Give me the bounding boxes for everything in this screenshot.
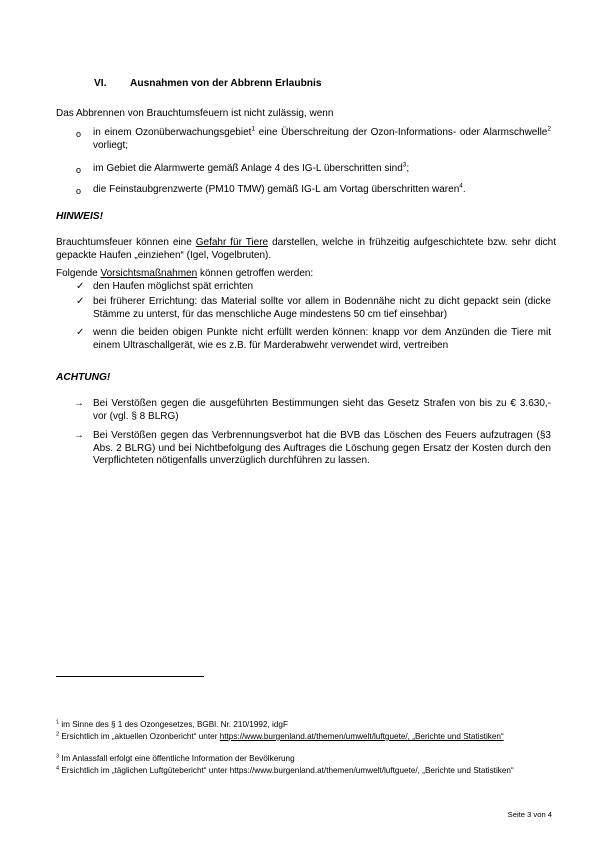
measures-intro: Folgende Vorsichtsmaßnahmen können getroffen werden: — [56, 268, 314, 279]
checkmark-icon: ✓ — [76, 327, 85, 338]
circle-bullet-icon: o — [76, 186, 82, 196]
ozonbericht-link[interactable]: https://www.burgenland.at/themen/umwelt/luftguete/, „Berichte und Statistiken“ — [219, 732, 504, 741]
arrow-right-icon: → — [74, 430, 84, 441]
checkmark-icon: ✓ — [76, 281, 85, 292]
section-number: VI. — [94, 78, 107, 89]
condition-item: in einem Ozonüberwachungsgebiet$^1$ eine Überschreitung der Ozon-Informations- oder Alarmschwelle$^2$ vorliegt; — [93, 125, 551, 151]
footnote-separator — [56, 676, 204, 677]
footnote-4: $^4$ Ersichtlich im „täglichen Luftgütebericht“ unter https://www.burgenland.at/themen/umwelt/luftguete/, „Berichte und Statistiken“ — [56, 765, 514, 775]
footnote-3: $^3$ Im Anlassfall erfolgt eine öffentliche Information der Bevölkerung — [56, 753, 295, 763]
measure-item: den Haufen möglichst spät errichten — [93, 281, 254, 292]
section-title: Ausnahmen von der Abbrenn Erlaubnis — [130, 78, 322, 89]
condition-item: die Feinstaubgrenzwerte (PM10 TMW) gemäß IG-L am Vortag überschritten waren$^4$. — [93, 182, 466, 195]
section-heading — [94, 78, 322, 89]
intro-paragraph: Das Abbrennen von Brauchtumsfeuern ist nicht zulässig, wenn — [56, 108, 334, 119]
penalty-item: Bei Verstößen gegen die ausgeführten Bestimmungen sieht das Gesetz Strafen von bis zu € 3.630,- vor (vgl. § 8 BLRG) — [93, 398, 551, 422]
circle-bullet-icon: o — [76, 129, 82, 139]
footnote-2: $^2$ Ersichtlich im „aktuellen Ozonbericht“ unter https://www.burgenland.at/themen/umwelt/luftguete/, „Berichte und Statistiken“ — [56, 731, 504, 741]
measure-item: wenn die beiden obigen Punkte nicht erfüllt werden können: knapp vor dem Anzünden die Tiere mit einem Ultraschallgerät, wie es z.B. für Marderabwehr verwendet wird, vertreiben — [93, 327, 551, 351]
measure-item: bei früherer Errichtung: das Material sollte vor allem in Bodennähe nicht zu dicht gepackt sein (dicke Stämme zu unterst, für das menschliche Auge mindestens 50 cm tief einsehbar) — [93, 296, 551, 320]
footnote-1: $^1$ im Sinne des § 1 des Ozongesetzes, BGBl. Nr. 210/1992, idgF — [56, 719, 288, 729]
arrow-right-icon: → — [74, 398, 84, 409]
penalty-item: Bei Verstößen gegen das Verbrennungsverbot hat die BVB das Löschen des Feuers aufzutragen (§3 Abs. 2 BLRG) und bei Nichtbefolgung des Auftrages die Löschung gegen Ersatz der Kosten durch den Verpflichteten nötigenfalls unverzüglich durchführen zu lassen. — [93, 430, 551, 467]
page-number: Seite 3 von 4 — [507, 810, 552, 819]
hinweis-label: HINWEIS! — [56, 211, 103, 222]
circle-bullet-icon: o — [76, 165, 82, 175]
hinweis-paragraph: Brauchtumsfeuer können eine Gefahr für Tiere darstellen, welche in frühzeitig aufgeschichtete bzw. sehr dicht gepackte Haufen „einziehen“ (Igel, Vogelbruten). — [56, 237, 557, 261]
condition-item: im Gebiet die Alarmwerte gemäß Anlage 4 des IG-L überschritten sind$^3$; — [93, 161, 410, 174]
achtung-label: ACHTUNG! — [56, 372, 111, 383]
checkmark-icon: ✓ — [76, 296, 85, 307]
